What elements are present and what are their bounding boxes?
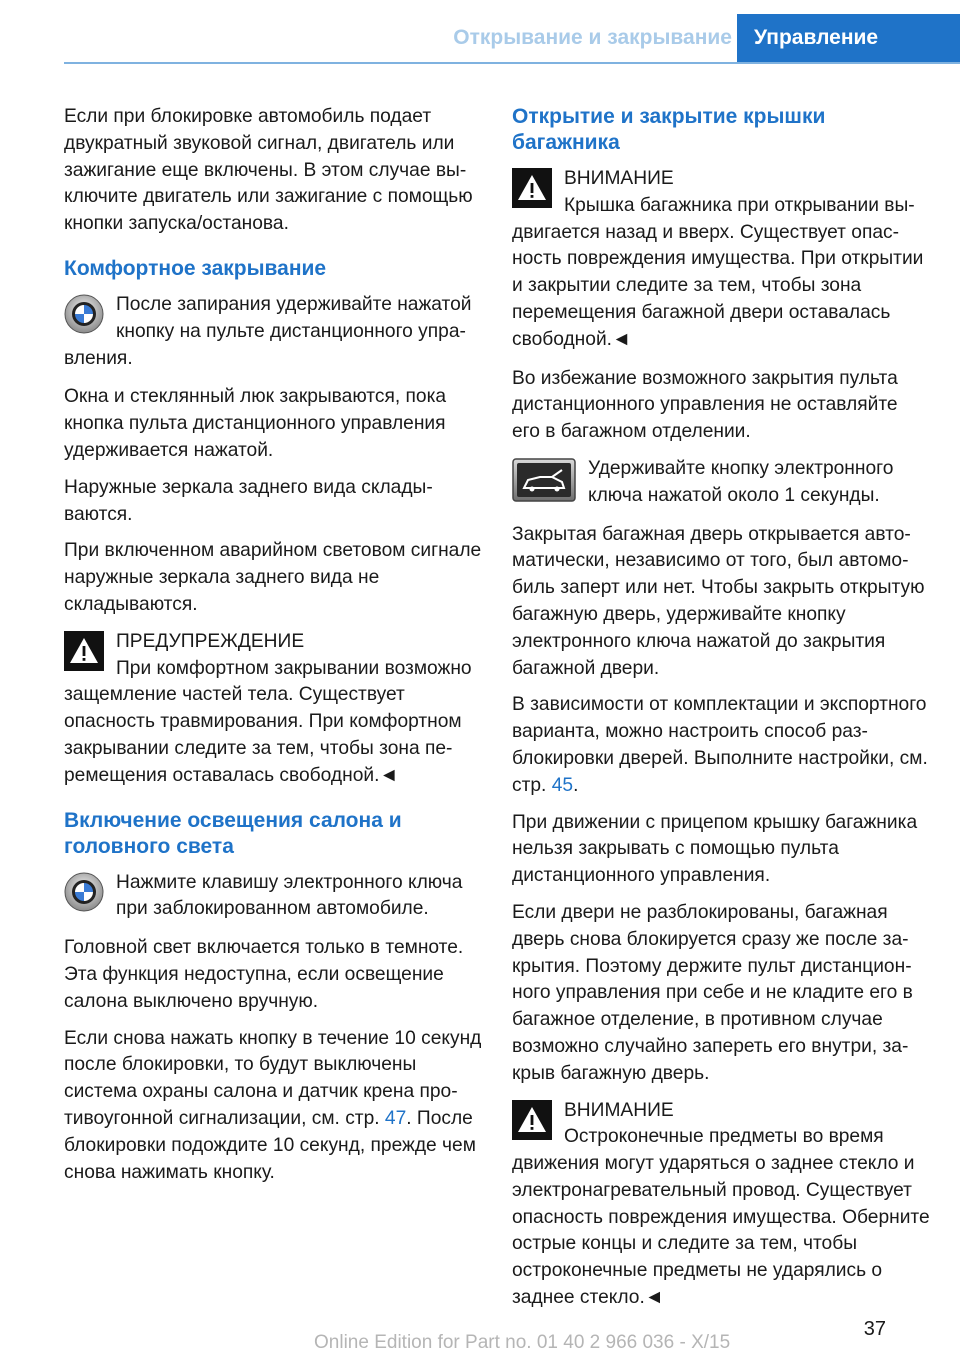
left-column — [64, 100, 482, 1196]
attention-title: ВНИМАНИЕ — [564, 1099, 674, 1121]
attention-text: Остроконечные предметы во время движения могут ударяться о заднее стекло и электронагревательный провод. Существует опасность повреждения имущества. Оберните острые концы и следите за тем, чтобы остроконечные предметы не ударялись о заднее стекло.◄ — [512, 1126, 930, 1309]
paragraph: Если при блокировке автомобиль подает двукратный звуковой сигнал, двигатель или зажигание еще включены. В этом случае выключите двигатель или зажигание с помощью кнопки запуска/останова. — [64, 106, 473, 235]
icon-block-text: После запирания удерживайте нажатой кнопку на пульте дистанционного управления. — [64, 293, 472, 369]
footer-edition: Online Edition for Part no. 01 40 2 966 036 - X/15 — [314, 1332, 731, 1353]
header-chapter-label: Управление — [754, 26, 879, 49]
paragraph-text: Если снова нажать кнопку в течение 10 секунд после блокировки, то будут выключены система охраны салона и датчик крена противоугонной сигнализации, см. стр. — [64, 1027, 482, 1129]
header-chapter-tab — [737, 14, 960, 62]
header-rule — [64, 62, 960, 64]
paragraph-text: . После блокировки подождите 10 секунд, прежде чем снова нажимать кнопку. — [64, 1107, 476, 1183]
paragraph-text: В зависимости от комплектации и экспортного варианта, можно настроить способ разблокировки дверей. Выполните настройки, см. стр. — [512, 694, 928, 796]
header-section-title: Открывание и закрывание — [453, 26, 732, 49]
trunk-button-instruction — [512, 456, 930, 510]
warning-triangle-icon — [64, 631, 104, 671]
paragraph: Если двери не разблокированы, багажная дверь снова блокируется сразу же после закрытия. Поэтому держите пульт дистанционного управления при себе и не кладите его в багажное отделение, в противном случае возможно случайно запереть его внутри, закрыв багажную дверь. — [512, 901, 913, 1084]
warning-triangle-icon — [512, 168, 552, 208]
bmw-remote-key-icon — [64, 872, 104, 912]
icon-block-text: Нажмите клавишу электронного ключа при заблокированном автомобиле. — [116, 871, 463, 920]
warning-note — [64, 629, 482, 790]
heading-comfort-closing: Комфортное закрывание — [64, 256, 327, 280]
warning-text: При комфортном закрывании возможно защемление частей тела. Существует опасность травмирования. При комфортном закрывании следите за тем, чтобы зона перемещения оставалась свободной.◄ — [64, 657, 472, 786]
attention-text: Крышка багажника при открывании выдвигается назад и вверх. Существует опасность повреждения имущества. При открытии и закрытии следите за тем, чтобы зона перемещения багажной двери оставалась свободной.◄ — [512, 194, 924, 350]
paragraph — [64, 1026, 482, 1187]
bmw-remote-key-icon — [64, 294, 104, 334]
paragraph: Наружные зеркала заднего вида складываются. — [64, 476, 433, 525]
heading-trunk-lid: Открытие и закрытие крышки багажника — [512, 105, 826, 154]
trunk-open-button-icon — [512, 458, 576, 502]
paragraph — [512, 692, 930, 799]
paragraph: Головной свет включается только в темноте. Эта функция недоступна, если освещение салона выключено вручную. — [64, 937, 464, 1012]
paragraph: Окна и стеклянный люк закрываются, пока кнопка пульта дистанционного управления удерживается нажатой. — [64, 386, 447, 461]
warning-title: ПРЕДУПРЕЖДЕНИЕ — [116, 630, 305, 652]
warning-triangle-icon — [512, 1100, 552, 1140]
remote-instruction — [64, 292, 482, 372]
page-number: 37 — [863, 1318, 886, 1340]
attention-note — [512, 1098, 930, 1312]
page-link-47[interactable]: 47 — [384, 1107, 407, 1129]
attention-title: ВНИМАНИЕ — [564, 168, 674, 189]
paragraph: При движении с прицепом крышку багажника нельзя закрывать с помощью пульта дистанционного управления. — [512, 811, 918, 887]
remote-instruction — [64, 870, 482, 924]
heading-interior-lights: Включение освещения салона и головного света — [64, 808, 402, 858]
paragraph: При включенном аварийном световом сигнале наружные зеркала заднего вида не складываются. — [64, 540, 482, 615]
right-column — [512, 100, 930, 1324]
paragraph: Во избежание возможного закрытия пульта дистанционного управления не оставляйте его в багажном отделении. — [512, 367, 898, 443]
attention-note — [512, 166, 930, 354]
icon-block-text: Удерживайте кнопку электронного ключа нажатой около 1 секунды. — [588, 457, 894, 506]
paragraph-text: . — [573, 774, 579, 796]
paragraph: Закрытая багажная дверь открывается автоматически, независимо от того, был автомобиль заперт или нет. Чтобы закрыть открытую багажную дверь, удерживайте кнопку электронного ключа нажатой до закрытия багажной двери. — [512, 523, 925, 679]
page-link-45[interactable]: 45 — [551, 774, 574, 796]
